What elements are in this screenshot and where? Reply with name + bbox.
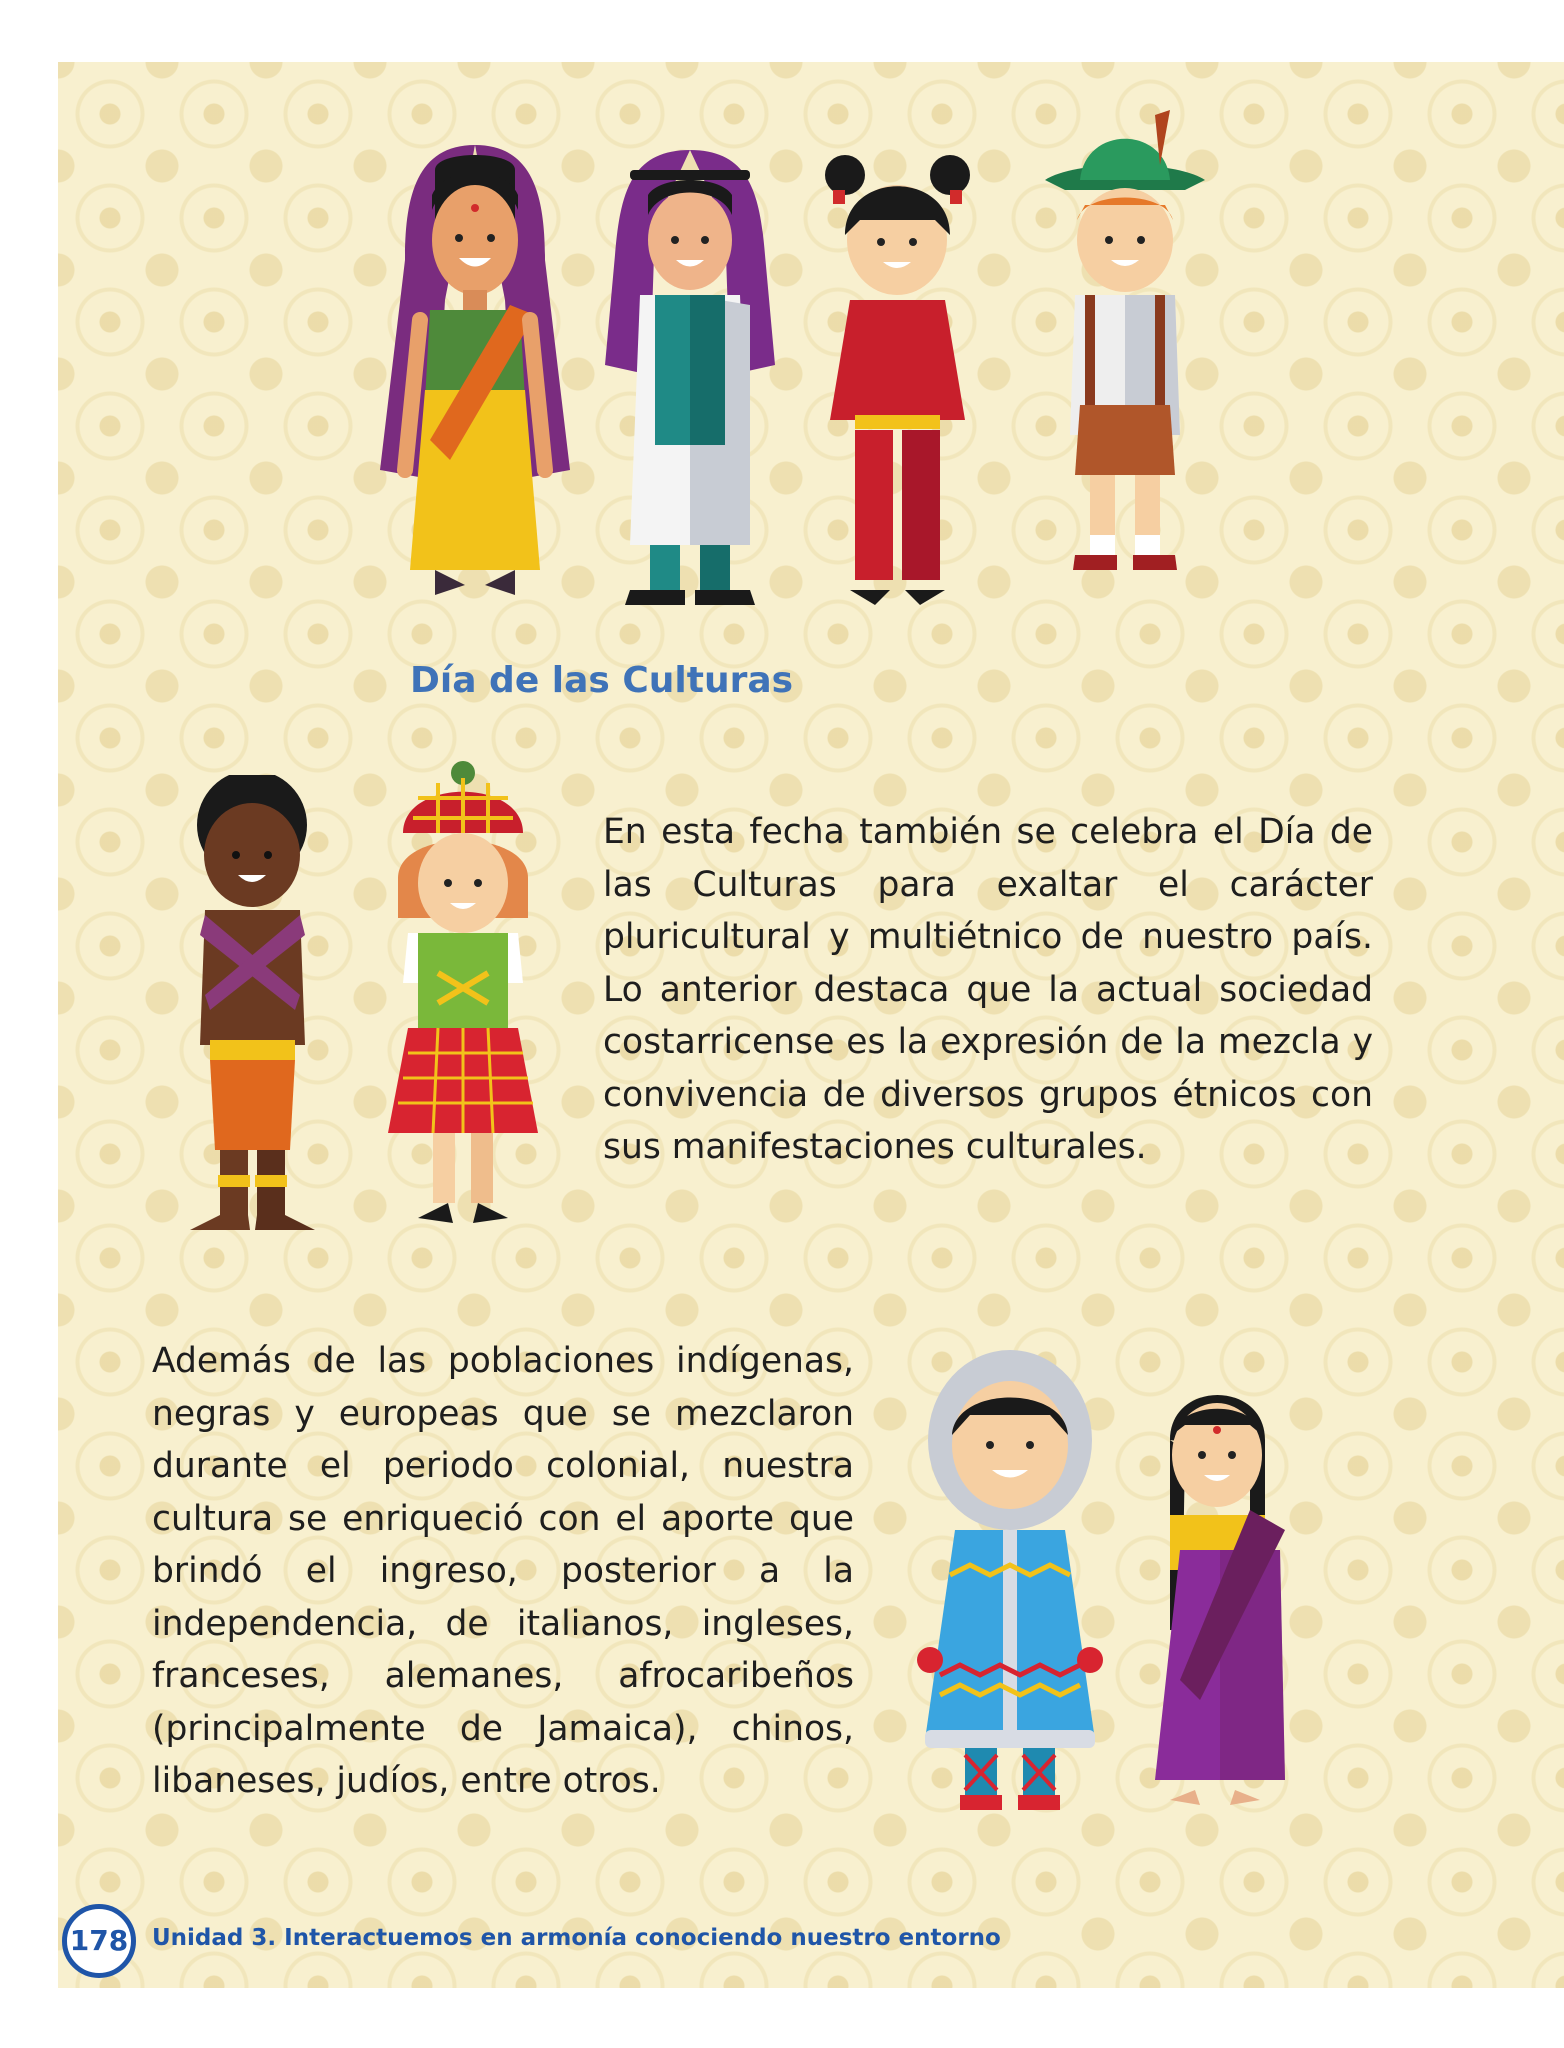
page-number: 178 <box>62 1904 136 1978</box>
tyrolean-boy-figure <box>1035 105 1215 610</box>
indian-woman-sari-figure <box>375 140 575 610</box>
footer-unit-title: Unidad 3. Interactuemos en armonía conociendo nuestro entorno <box>152 1925 1001 1951</box>
inuit-child-figure <box>910 1345 1110 1825</box>
chinese-girl-figure <box>815 150 980 610</box>
indian-girl-purple-sari-figure <box>1140 1370 1290 1825</box>
section-title: Día de las Culturas <box>410 660 794 701</box>
african-boy-figure <box>180 775 325 1245</box>
paragraph-immigration: Además de las poblaciones indígenas, negras y europeas que se mezclaron durante el periodo colonial, nuestra cultura se enriqueció con el aporte que brindó el ingreso, posterior a la independencia, de italianos, ingleses, franceses, alemanes, afrocaribeños (principalmente de Jamaica), chinos, libaneses, judíos, entre otros. <box>152 1341 854 1801</box>
scottish-girl-figure <box>378 758 548 1243</box>
arab-child-figure <box>600 145 780 610</box>
paragraph-culture-day: En esta fecha también se celebra el Día de las Culturas para exaltar el carácter pluricultural y multiétnico de nuestro país. Lo anterior destaca que la actual sociedad costarricense es la expresión de la mezcla y convivencia de diversos grupos étnicos con sus manifestaciones culturales. <box>603 812 1373 1167</box>
